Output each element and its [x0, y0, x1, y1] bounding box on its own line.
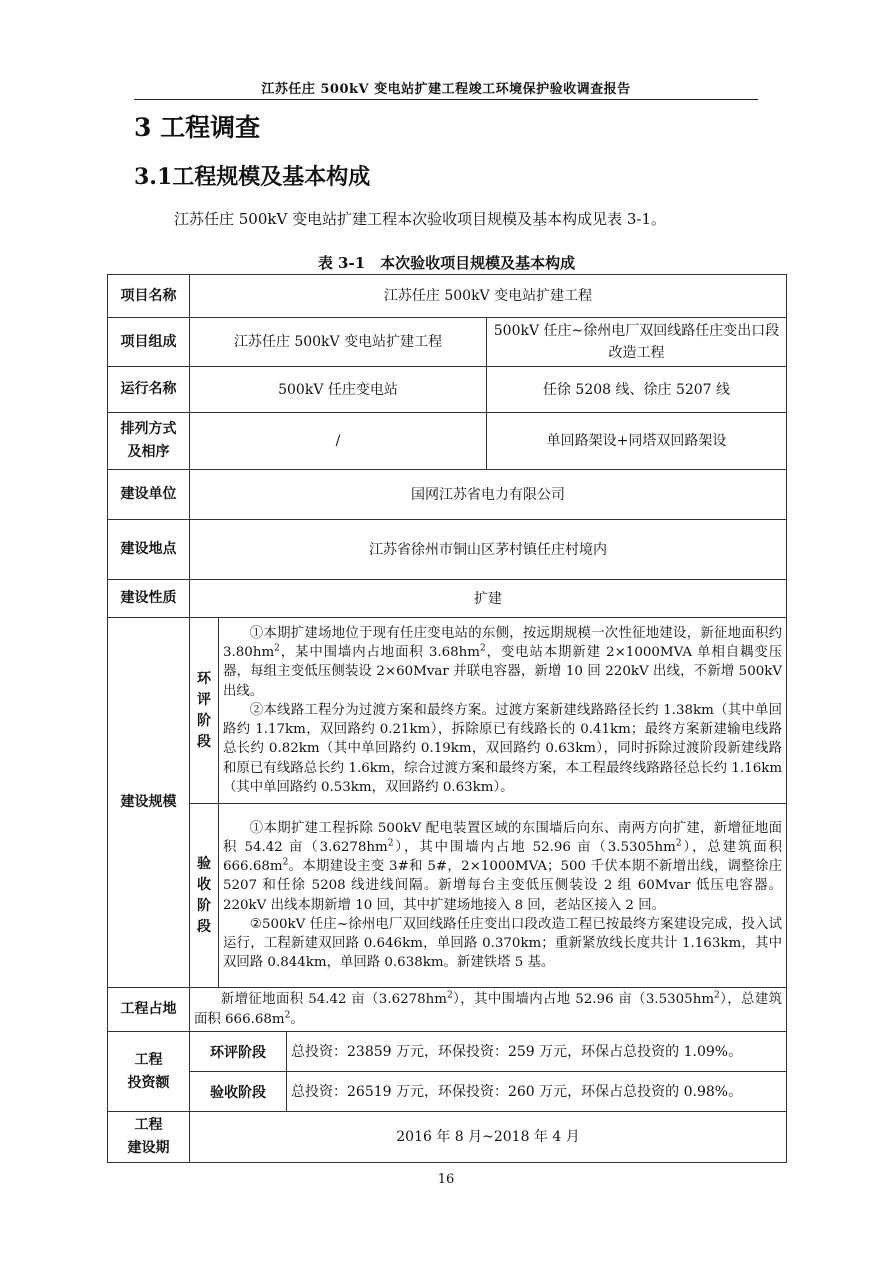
table-row-operation-name	[108, 367, 787, 413]
section-heading: 3 工程调查	[134, 113, 261, 142]
label-location: 建设地点	[108, 520, 190, 580]
header-rule	[134, 99, 758, 100]
value-operation-substation: 500kV 任庄变电站	[190, 367, 487, 413]
label-acc-char-4: 段	[197, 918, 211, 935]
label-period	[108, 1112, 190, 1163]
intro-paragraph: 江苏任庄 500kV 变电站扩建工程本次验收项目规模及基本构成见表 3-1。	[174, 210, 667, 228]
label-scale: 建设规模	[108, 618, 190, 988]
value-period: 2016 年 8 月~2018 年 4 月	[190, 1112, 787, 1163]
project-table	[107, 274, 787, 1163]
page-header: 江苏任庄 500kV 变电站扩建工程竣工环境保护验收调查报告	[261, 82, 631, 97]
value-arrangement-line: 单回路架设+同塔双回路架设	[487, 413, 787, 470]
acceptance-paragraph-1: ①本期扩建工程拆除 500kV 配电装置区域的东围墙后向东、南两方向扩建，新增征地面积 54.42 亩$(3.6278hm^2)$，其中围墙内占地 52.96 亩$(3.5305hm^2)$，总建筑面积 $666.68m^2$。本期建设主变 3#和 5#，2×1000MVA；500 千伏本期不新增出线，调整徐庄 5207 和任徐 5208 线进线间隔。新增每台主变低压侧装设 2 组 60Mvar 低压电容器。220kV 出线本期新增 10 回，其中扩建场地接入 8 回，老站区接入 2 回。	[223, 820, 783, 913]
table-row-nature	[108, 580, 787, 618]
table-row-builder	[108, 470, 787, 520]
value-land: 新增征地面积 54.42 亩$(3.6278hm^2)$，其中围墙内占地 52.96 亩$(3.5305hm^2)$，总建筑面积 $666.68m^2$。	[190, 988, 787, 1032]
label-period-line1: 工程	[134, 1117, 163, 1133]
table-row-arrangement	[108, 413, 787, 470]
page-number: 16	[437, 1172, 455, 1187]
label-investment-line1: 工程	[134, 1051, 163, 1068]
label-arrangement-line2: 及相序	[127, 444, 170, 460]
table-row-project-composition	[108, 318, 787, 367]
label-eia-char-2: 评	[197, 691, 211, 708]
value-investment-acceptance: 总投资：26519 万元，环保投资：260 万元，环保占总投资的 0.98%。	[287, 1072, 787, 1112]
value-builder: 国网江苏省电力有限公司	[190, 470, 787, 520]
table-caption: 表 3-1 本次验收项目规模及基本构成	[317, 254, 576, 272]
label-acceptance-stage	[190, 804, 219, 988]
label-project-composition: 项目组成	[108, 318, 190, 367]
value-nature: 扩建	[190, 580, 787, 618]
eia-paragraph-1: ①本期扩建场地位于现有任庄变电站的东侧，按远期规模一次性征地建设，新征地面积约 $3.80hm^2$，某中围墙内占地面积 $3.68hm^2$，变电站本期新建 2×1000MVA 单相自耦变压器，每组主变低压侧装设 2×60Mvar 并联电容器，新增 10 回 220kV 出线，不新增 500kV 出线。	[223, 626, 783, 699]
value-composition-substation: 江苏任庄 500kV 变电站扩建工程	[190, 318, 487, 367]
label-eia-stage	[190, 618, 219, 804]
value-composition-line: 500kV 任庄~徐州电厂双回线路任庄变出口段改造工程	[487, 318, 787, 367]
label-investment	[108, 1032, 190, 1112]
text-eia-stage	[219, 618, 787, 804]
label-eia-char-1: 环	[197, 670, 211, 687]
label-acc-char-2: 收	[197, 876, 211, 893]
acceptance-paragraph-2: ②500kV 任庄~徐州电厂双回线路任庄变出口段改造工程已按最终方案建设完成，投入试运行，工程新建双回路 0.646km，单回路 0.370km；重新紧放线长度共计 1.163km，其中双回路 0.844km，单回路 0.638km。新建铁塔 5 基。	[223, 916, 783, 971]
value-location: 江苏省徐州市铜山区茅村镇任庄村境内	[190, 520, 787, 580]
value-operation-lines: 任徐 5208 线、徐庄 5207 线	[487, 367, 787, 413]
subsection-heading: 3.1工程规模及基本构成	[134, 164, 371, 190]
label-period-line2: 建设期	[127, 1140, 170, 1156]
table-row-project-name	[108, 275, 787, 318]
eia-paragraph-2: ②本线路工程分为过渡方案和最终方案。过渡方案新建线路路径长约 1.38km（其中单回路约 1.17km，双回路约 0.21km），拆除原已有线路长的 0.41km；最终方案新建输电线路总长约 0.82km（其中单回路约 0.19km，双回路约 0.63km），同时拆除过渡阶段新建线路和原已有线路总长约 1.6km，综合过渡方案和最终方案，本工程最终线路路径总长约 1.16km（其中单回路约 0.53km，双回路约 0.63km）。	[223, 702, 783, 795]
label-operation-name: 运行名称	[108, 367, 190, 413]
text-acceptance-stage	[219, 804, 787, 988]
label-arrangement	[108, 413, 190, 470]
label-investment-acceptance: 验收阶段	[190, 1072, 287, 1112]
value-investment-eia: 总投资：23859 万元，环保投资：259 万元，环保占总投资的 1.09%。	[287, 1032, 787, 1072]
table-row-land	[108, 988, 787, 1032]
table-row-investment-acceptance	[108, 1072, 787, 1112]
table-row-scale-eia	[108, 618, 787, 804]
label-nature: 建设性质	[108, 580, 190, 618]
value-arrangement-substation: /	[190, 413, 487, 470]
label-investment-line2: 投资额	[127, 1074, 170, 1091]
value-project-name: 江苏任庄 500kV 变电站扩建工程	[190, 275, 787, 318]
label-eia-char-3: 阶	[197, 712, 211, 729]
label-acc-char-1: 验	[197, 855, 211, 872]
table-row-location	[108, 520, 787, 580]
table-row-scale-acceptance	[108, 804, 787, 988]
label-arrangement-line1: 排列方式	[120, 421, 177, 437]
label-eia-char-4: 段	[197, 733, 211, 750]
table-row-period	[108, 1112, 787, 1163]
label-builder: 建设单位	[108, 470, 190, 520]
label-acc-char-3: 阶	[197, 897, 211, 914]
table-row-investment-eia	[108, 1032, 787, 1072]
label-investment-eia: 环评阶段	[190, 1032, 287, 1072]
label-land: 工程占地	[108, 988, 190, 1032]
label-project-name: 项目名称	[108, 275, 190, 318]
